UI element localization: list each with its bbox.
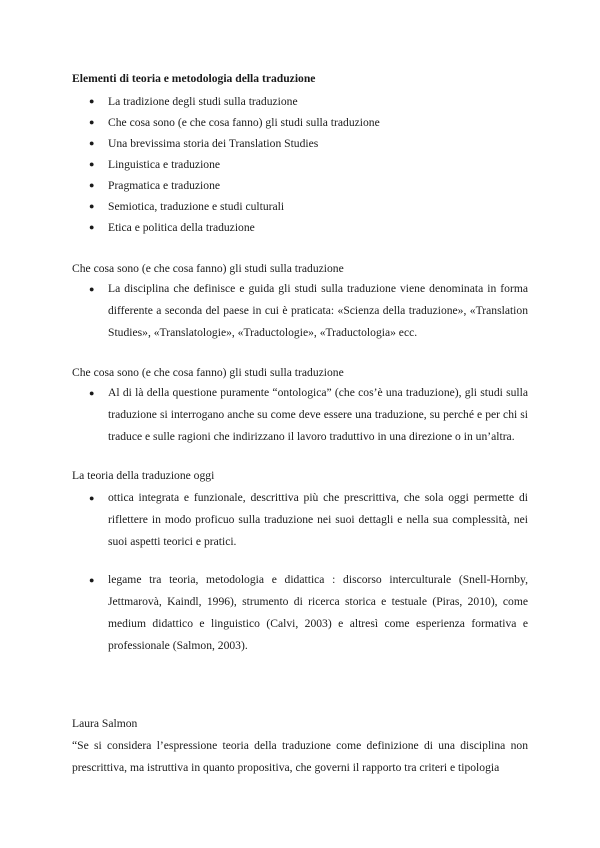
section-3-title: Che cosa sono (e che cosa fanno) gli studi sulla traduzione [72,366,344,379]
bullet-icon: ● [89,159,95,169]
section-1-title: Elementi di teoria e metodologia della traduzione [72,72,316,85]
section-4-list-b [0,569,528,657]
bullet-icon: ● [89,180,95,190]
section-4-list-a [0,487,528,553]
list-item: ● La tradizione degli studi sulla traduzione [0,91,528,112]
bullet-icon: ● [89,201,95,211]
list-item: ● ottica integrata e funzionale, descrittiva più che prescrittiva, che sola oggi permette di riflettere in modo proficuo sulla traduzione nei suoi dettagli e nella sua complessità, nei suoi aspetti teorici e pratici. [0,487,528,553]
list-item: ● Al di là della questione puramente “ontologica” (che cos’è una traduzione), gli studi sulla traduzione si interrogano anche su come deve essere una traduzione, su perché e per chi si traduce e sulle ragioni che indirizzano il lavoro traduttivo in una direzione o in un’altra. [0,382,528,448]
section-4-title: La teoria della traduzione oggi [72,469,215,482]
quote-author: Laura Salmon [72,717,138,730]
section-2-title: Che cosa sono (e che cosa fanno) gli studi sulla traduzione [72,262,344,275]
quote-text: “Se si considera l’espressione teoria della traduzione come definizione di una disciplina non prescrittiva, ma istruttiva in quanto propositiva, che governi il rapporto tra criteri e tipologia [72,739,528,774]
bullet-icon: ● [89,493,95,503]
bullet-icon: ● [89,222,95,232]
section-3-list [0,382,528,448]
bullet-icon: ● [89,96,95,106]
list-item: ● La disciplina che definisce e guida gli studi sulla traduzione viene denominata in forma differente a seconda del paese in cui è praticata: «Scienza della traduzione», «Translation Studies», «Translatologie», «Traductologie», «Traductologia» ecc. [0,278,528,344]
list-item: ● Una brevissima storia dei Translation Studies [0,133,528,154]
section-2-list [0,278,528,344]
list-item: ● legame tra teoria, metodologia e didattica : discorso interculturale (Snell-Hornby, Jettmarovà, Kaindl, 1996), strumento di ricerca storica e testuale (Piras, 2010), come medium didattico e linguistico (Calvi, 2003) e altresì come esperienza formativa e professionale (Salmon, 2003). [0,569,528,657]
bullet-icon: ● [89,117,95,127]
bullet-icon: ● [89,138,95,148]
bullet-icon: ● [89,284,95,294]
section-1-list [0,91,528,238]
list-item: ● Pragmatica e traduzione [0,175,528,196]
bullet-icon: ● [89,575,95,585]
list-item: ● Semiotica, traduzione e studi culturali [0,196,528,217]
list-item: ● Etica e politica della traduzione [0,217,528,238]
list-item: ● Linguistica e traduzione [0,154,528,175]
bullet-icon: ● [89,388,95,398]
list-item: ● Che cosa sono (e che cosa fanno) gli studi sulla traduzione [0,112,528,133]
